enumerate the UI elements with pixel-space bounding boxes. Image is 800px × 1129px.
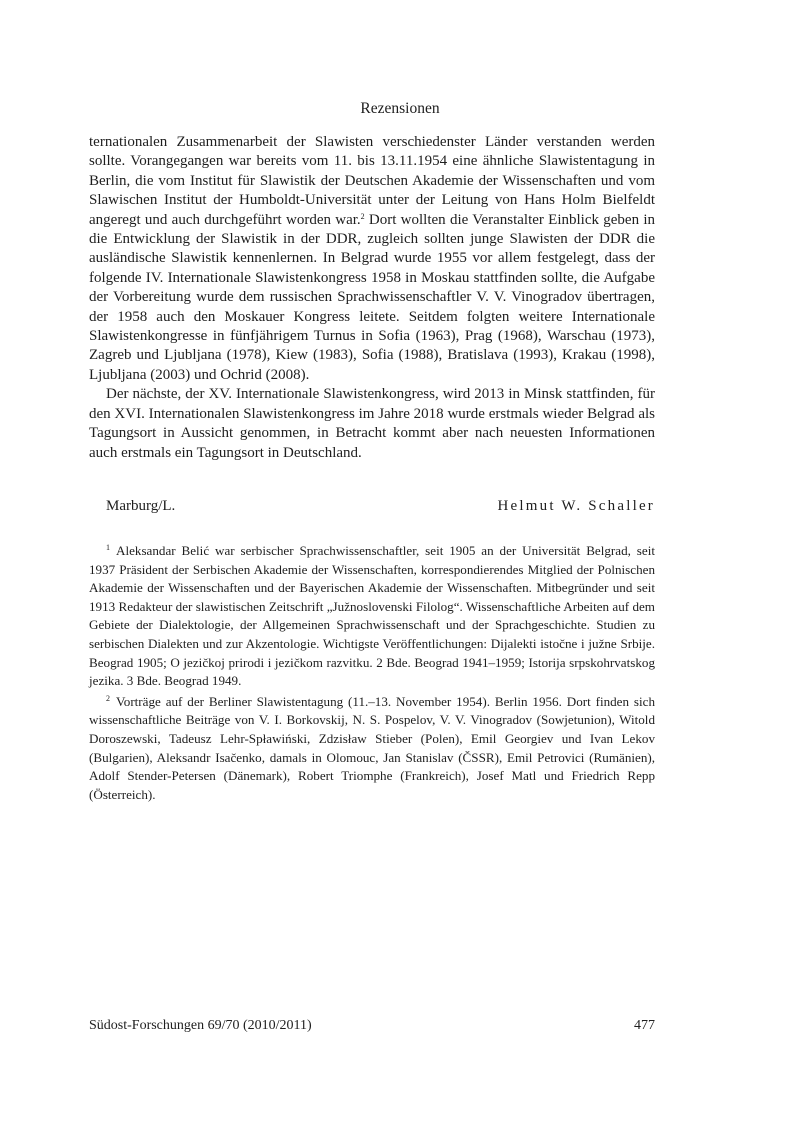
footnote-text: Aleksandar Belić war serbischer Sprachwissenschaftler, seit 1905 an der Universität Belgrad, seit 1937 Präsident der Serbischen Akademie der Wissenschaften, korrespondierendes Mitglied der Polnischen Akademie der Wissenschaften und der Bayerischen Akademie der Wissenschaften. Mitbegründer und seit 1913 Redakteur der slawistischen Zeitschrift „Južnoslovenski Filolog“. Wissenschaftliche Arbeiten auf dem Gebiete der Dialektologie, der Allgemeinen Sprachwissenschaft und der Sprachgeschichte. Studien zu serbischen Dialekten und zur Akzentologie. Wichtigste Veröffentlichungen: Dijalekti istočne i južne Srbije. Beograd 1905; O jezičkoj prirodi i jezičkom razvitku. 2 Bde. Beograd 1941–1959; Istorija srpskohrvatskog jezika. 3 Bde. Beograd 1949. [89,543,655,689]
page-footer [89,1018,655,1034]
page-number: 477 [634,1018,655,1033]
signature [106,498,655,515]
footnote [89,693,655,805]
paragraph-text: ternationalen Zusammenarbeit der Slawisten verschiedenster Länder verstanden werden sollte. Vorangegangen war bereits vom 11. bis 13.11.1954 eine ähnliche Slawistentagung in Berlin, die vom Institut für Slawistik der Deutschen Akademie der Wissenschaften und vom Slawischen Institut der Humboldt-Universität unter der Leitung von Hans Holm Bielfeldt angeregt und auch durchgeführt worden war. [89,134,655,228]
footnote-number: 1 [106,543,110,552]
paragraph [89,133,655,385]
paragraph: Der nächste, der XV. Internationale Slawistenkongress, wird 2013 in Minsk stattfinden, für den XVI. Internationalen Slawistenkongress im Jahre 2018 wurde erstmals wieder Belgrad als Tagungsort in Aussicht genommen, in Betracht kommt aber nach neuesten Informationen auch erstmals ein Tagungsort in Deutschland. [89,386,655,461]
signature-place: Marburg/L. [106,498,176,514]
main-text [89,133,655,463]
journal-citation: Südost-Forschungen 69/70 (2010/2011) [89,1018,312,1033]
signature-author: Helmut W. Schaller [497,498,655,514]
footnote-ref[interactable]: 2 [360,211,365,221]
footnote-number: 2 [106,693,110,703]
footnote [89,542,655,691]
running-head: Rezensionen [360,100,440,117]
paragraph-text: Dort wollten die Veranstalter Einblick geben in die Entwicklung der Slawistik in der DDR, zugleich sollten junge Slawisten der DDR die ausländische Slawistik kennenlernen. In Belgrad wurde 1955 vor allem festgelegt, dass der folgende IV. Internationale Slawistenkongress 1958 in Moskau stattfinden sollte, die Aufgabe der Vorbereitung wurde dem russischen Sprachwissenschaftler V. V. Vinogradov übertragen, der 1958 auch den Moskauer Kongress leitete. Seitdem folgten weitere Internationale Slawistenkongresse in fünfjährigem Turnus in Sofia (1963), Prag (1968), Warschau (1973), Zagreb und Ljubljana (1978), Kiew (1983), Sofia (1988), Bratislava (1993), Krakau (1998), Ljubljana (2003) und Ochrid (2008). [89,211,656,383]
footnote-text: Vorträge auf der Berliner Slawistentagung (11.–13. November 1954). Berlin 1956. Dort finden sich wissenschaftliche Beiträge von V. I. Borkovskij, N. S. Pospelov, V. V. Vinogradov (Sowjetunion), Witold Doroszewski, Tadeusz Lehr-Spławiński, Zdzisław Stieber (Polen), Emil Georgiev und Ivan Lekov (Bulgarien), Aleksandr Isačenko, damals in Olomouc, Jan Stanislav (ČSSR), Emil Petrovici (Rumänien), Adolf Stender-Petersen (Dänemark), Robert Triomphe (Frankreich), Josef Matl und Friedrich Repp (Österreich). [89,693,655,802]
footnotes [89,542,655,804]
